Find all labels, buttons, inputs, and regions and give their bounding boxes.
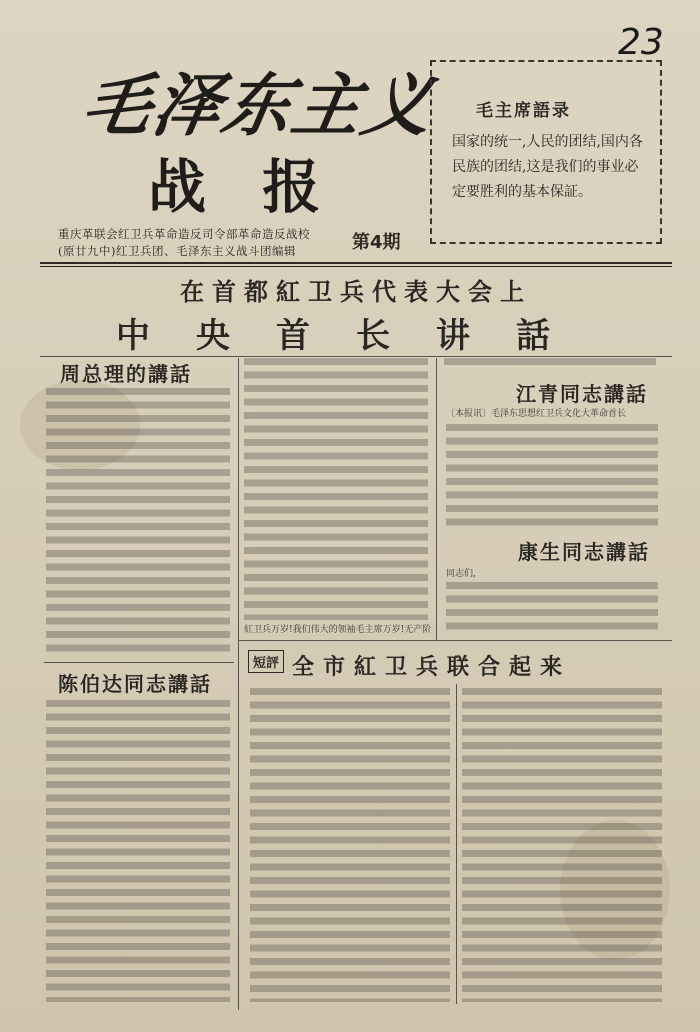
editorial-body-left bbox=[250, 688, 450, 1002]
page-number: 23 bbox=[618, 22, 664, 63]
article-body-kang bbox=[446, 582, 658, 634]
editorial-tag: 短評 bbox=[248, 650, 284, 673]
divider bbox=[238, 640, 672, 641]
divider bbox=[40, 356, 672, 357]
divider bbox=[40, 262, 672, 264]
editorial-body-right bbox=[462, 688, 662, 1002]
headline-line1: 在首都紅卫兵代表大会上 bbox=[180, 277, 532, 306]
divider bbox=[40, 266, 672, 267]
publisher-line: 重庆革联会红卫兵革命造反司令部革命造反战校 bbox=[58, 227, 310, 241]
article-body-zhou-continued bbox=[244, 358, 428, 620]
section-title-zhou: 周总理的講話 bbox=[60, 362, 192, 386]
column-rule bbox=[238, 640, 239, 1010]
section-title-chen: 陈伯达同志講話 bbox=[58, 672, 212, 696]
slogan-line: 紅卫兵万岁!我们伟大的领袖毛主席万岁!无产阶 bbox=[244, 625, 432, 635]
issue-number: 第4期 bbox=[352, 232, 401, 253]
masthead-title: 毛泽东主义 bbox=[75, 66, 441, 146]
jiang-intro: 〔本报讯〕毛泽东思想红卫兵文化大革命首长 bbox=[446, 409, 627, 419]
publisher-info bbox=[58, 226, 348, 260]
column-rule bbox=[238, 358, 239, 640]
divider bbox=[44, 662, 234, 663]
kang-intro: 同志们, bbox=[446, 569, 476, 579]
column-rule bbox=[436, 358, 437, 640]
article-body-zhou bbox=[46, 388, 230, 656]
section-title-kang: 康生同志講話 bbox=[518, 540, 650, 564]
quotation-text: 国家的统一,人民的团结,国内各民族的团结,这是我们的事业必定要胜利的基本保証。 bbox=[452, 134, 643, 200]
section-title-jiang: 江青同志講話 bbox=[516, 382, 648, 406]
masthead-subtitle: 战 报 bbox=[148, 153, 339, 221]
editorial-title: 全市紅卫兵联合起来 bbox=[292, 654, 572, 680]
article-body-jiang bbox=[446, 424, 658, 530]
article-intro bbox=[444, 358, 656, 370]
publisher-line: (原廿九中)红卫兵团、毛泽东主义战斗团编辑 bbox=[58, 244, 296, 258]
column-rule bbox=[456, 684, 457, 1004]
quotation-title: 毛主席語录 bbox=[476, 101, 571, 121]
headline-line2: 中央首长讲話 bbox=[116, 316, 596, 356]
article-body-chen bbox=[46, 700, 230, 1002]
